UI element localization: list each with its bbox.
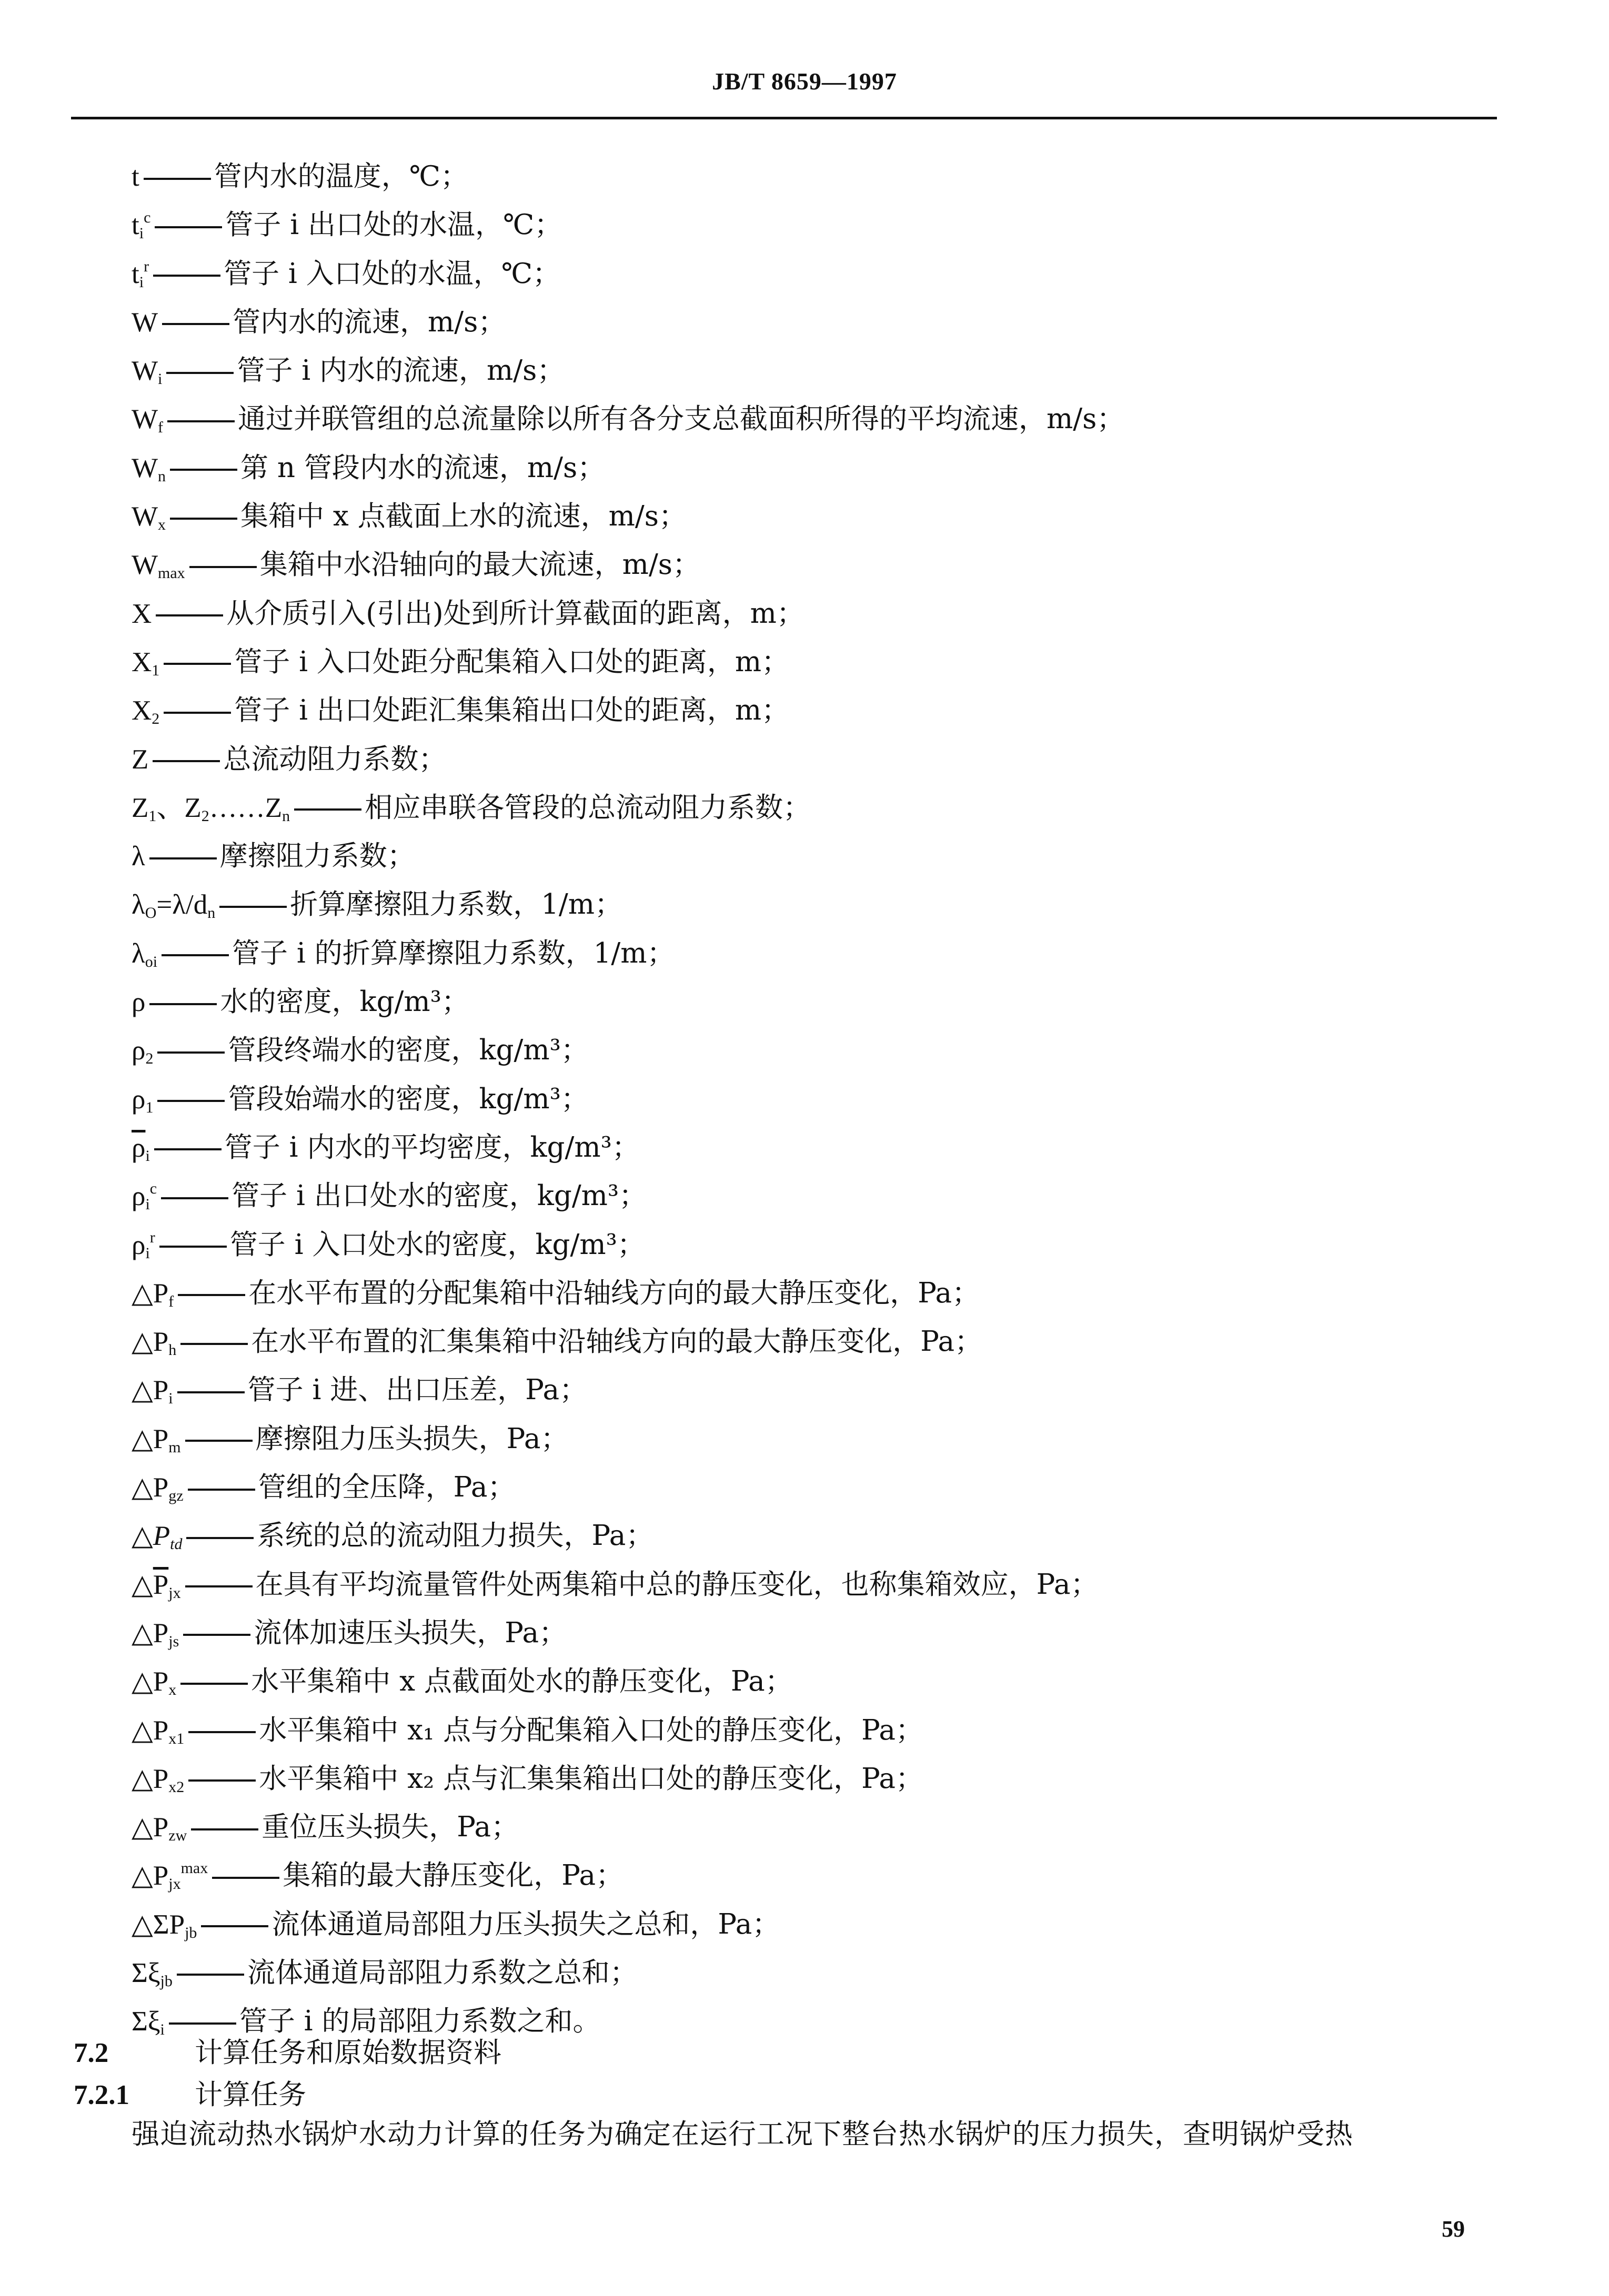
definition-symbol: $\triangle P_{jx}^{max}$ (132, 1859, 208, 1893)
definition-item (132, 686, 1530, 735)
em-dash (294, 808, 361, 811)
definition-symbol: $\rho_i^c$ (132, 1180, 157, 1213)
em-dash (180, 1683, 248, 1685)
section-7-2 (74, 2030, 501, 2070)
em-dash (154, 1148, 222, 1150)
definition-item (132, 1803, 1530, 1852)
definition-item (132, 201, 1530, 249)
em-dash (166, 372, 234, 374)
definition-text: 摩擦阻力压头损失，Pa； (255, 1422, 569, 1455)
definition-symbol: $\overline{\rho}_i$ (132, 1132, 150, 1165)
page-number: 59 (1442, 2216, 1465, 2242)
definition-text: 集箱中水沿轴向的最大流速，m/s； (259, 549, 700, 581)
definition-item (132, 1706, 1530, 1755)
definition-symbol: $W_n$ (132, 452, 166, 485)
definition-item (132, 1366, 1530, 1414)
definition-symbol: $t_i^r$ (132, 257, 149, 291)
definition-item (132, 1026, 1530, 1075)
definition-text: 管子 i 入口处的水温，℃； (224, 257, 561, 290)
definition-item (132, 1561, 1530, 1609)
definition-symbol: $\triangle P_{js}$ (132, 1617, 179, 1650)
em-dash (161, 1197, 228, 1199)
em-dash (162, 954, 229, 956)
definition-text: 摩擦阻力系数； (219, 840, 415, 873)
definition-symbol: $\triangle P_{x2}$ (132, 1763, 185, 1796)
em-dash (191, 1828, 258, 1830)
definition-item (132, 1852, 1530, 1900)
definition-symbol: $\triangle P_{td}$ (132, 1521, 183, 1553)
em-dash (157, 1051, 225, 1054)
definition-item (132, 1755, 1530, 1803)
em-dash (170, 518, 237, 520)
em-dash (185, 1440, 253, 1442)
definition-item (132, 492, 1530, 541)
definition-item (132, 1269, 1530, 1318)
definition-text: 管子 i 的局部阻力系数之和。 (239, 2005, 601, 2038)
definition-text: 管子 i 内水的流速，m/s； (237, 355, 565, 387)
definition-text: 水平集箱中 x₂ 点与汇集集箱出口处的静压变化，Pa； (259, 1762, 923, 1795)
definition-item (132, 638, 1530, 686)
definition-text: 第 n 管段内水的流速，m/s； (240, 451, 606, 484)
definition-item (132, 881, 1530, 929)
em-dash (183, 1634, 250, 1636)
definition-text: 通过并联管组的总流量除以所有各分支总截面积所得的平均流速，m/s； (238, 403, 1125, 436)
em-dash (188, 1779, 256, 1782)
definition-text: 集箱中 x 点截面上水的流速，m/s； (240, 500, 687, 533)
definition-symbol: $\lambda_O=\lambda/d_n$ (132, 889, 216, 922)
definition-symbol: $\triangle P_i$ (132, 1375, 173, 1408)
em-dash (153, 275, 220, 277)
body-paragraph: 强迫流动热水锅炉水动力计算的任务为确定在运行工况下整台热水锅炉的压力损失，查明锅炉受热 (132, 2118, 1353, 2150)
definition-text: 管内水的温度，℃； (214, 160, 469, 193)
definition-item (132, 1172, 1530, 1220)
definition-text: 集箱的最大静压变化，Pa； (283, 1859, 624, 1892)
definition-item (132, 832, 1530, 881)
definition-item (132, 1124, 1530, 1172)
definition-item (132, 1318, 1530, 1366)
definition-symbol: $\triangle P_m$ (132, 1423, 181, 1456)
definition-item (132, 1900, 1530, 1949)
em-dash (177, 1974, 244, 1976)
definition-symbol: $\triangle P_{x1}$ (132, 1715, 185, 1747)
definition-text: 重位压头损失，Pa； (262, 1811, 519, 1844)
em-dash (157, 1100, 225, 1102)
em-dash (219, 906, 287, 908)
definition-text: 管子 i 出口处的水温，℃； (225, 209, 562, 241)
em-dash (170, 469, 237, 471)
definition-text: 管子 i 的折算摩擦阻力系数，1/m； (232, 937, 675, 969)
definition-text: 在具有平均流量管件处两集箱中总的静压变化，也称集箱效应，Pa； (255, 1568, 1099, 1601)
em-dash (177, 1391, 245, 1393)
definition-item (132, 735, 1530, 784)
definition-symbol: $W_x$ (132, 501, 166, 534)
definition-item (132, 250, 1530, 298)
definition-text: 系统的总的流动阻力损失，Pa； (257, 1520, 654, 1552)
section-title: 计算任务 (195, 2079, 306, 2111)
em-dash (169, 2022, 236, 2025)
definition-text: 管子 i 进、出口压差，Pa； (247, 1374, 588, 1407)
em-dash (144, 178, 211, 180)
em-dash (180, 1343, 248, 1345)
definition-text: 管子 i 内水的平均密度，kg/m³； (224, 1131, 640, 1164)
em-dash (178, 1294, 245, 1296)
definition-text: 水平集箱中 x 点截面处水的静压变化，Pa； (251, 1665, 793, 1698)
header-rule (71, 117, 1497, 119)
definition-item (132, 347, 1530, 395)
definition-text: 流体通道局部阻力系数之总和； (247, 1956, 638, 1989)
definition-symbol: $\triangle\Sigma P_{jb}$ (132, 1909, 197, 1941)
definition-item (132, 1512, 1530, 1560)
section-number: 7.2.1 (74, 2080, 129, 2110)
definition-symbol: $\rho_i^r$ (132, 1228, 155, 1262)
definition-symbol: λ (132, 841, 145, 872)
definition-symbol: $W_f$ (132, 404, 164, 437)
definition-item (132, 395, 1530, 443)
definition-text: 折算摩擦阻力系数，1/m； (290, 888, 623, 921)
definition-item (132, 1075, 1530, 1124)
definition-text: 在水平布置的分配集箱中沿轴线方向的最大静压变化，Pa； (248, 1277, 980, 1309)
em-dash (153, 760, 220, 762)
em-dash (189, 566, 257, 568)
em-dash (201, 1925, 268, 1927)
definition-symbol: W (132, 307, 158, 338)
definition-text: 水平集箱中 x₁ 点与分配集箱入口处的静压变化，Pa； (259, 1714, 923, 1746)
definition-symbol: $\triangle\overline{P}_{jx}$ (132, 1569, 181, 1602)
definition-item (132, 978, 1530, 1026)
definition-symbol: $\rho_1$ (132, 1084, 154, 1116)
section-title: 计算任务和原始数据资料 (195, 2037, 501, 2069)
definition-text: 流体通道局部阻力压头损失之总和，Pa； (271, 1908, 780, 1940)
definition-text: 管子 i 出口处水的密度，kg/m³； (232, 1180, 647, 1212)
em-dash (159, 1246, 227, 1248)
definition-item (132, 1657, 1530, 1706)
definition-symbol: $\triangle P_h$ (132, 1327, 177, 1359)
em-dash (162, 323, 229, 325)
definition-text: 在水平布置的汇集集箱中沿轴线方向的最大静压变化，Pa； (251, 1326, 983, 1358)
definition-item (132, 929, 1530, 978)
em-dash (155, 226, 222, 228)
definition-item (132, 1221, 1530, 1269)
definition-symbol: $\triangle P_{gz}$ (132, 1472, 184, 1505)
em-dash (164, 663, 231, 665)
definition-text: 从介质引入(引出)处到所计算截面的距离，m； (226, 597, 804, 630)
definition-item (132, 590, 1530, 638)
definition-text: 水的密度，kg/m³； (220, 986, 469, 1018)
definition-text: 流体加速压头损失，Pa； (254, 1616, 567, 1649)
definition-item (132, 1415, 1530, 1463)
definition-text: 总流动阻力系数； (223, 743, 447, 775)
em-dash (149, 857, 217, 859)
definition-symbol: $W_{max}$ (132, 550, 185, 582)
definition-symbol: $\triangle P_x$ (132, 1666, 177, 1699)
definition-symbol: $t_i^c$ (132, 209, 151, 242)
em-dash (186, 1537, 254, 1539)
em-dash (156, 614, 223, 616)
definition-item (132, 153, 1530, 201)
definition-text: 管内水的流速，m/s； (233, 306, 506, 338)
definition-item (132, 298, 1530, 347)
definition-symbol: $\rho_2$ (132, 1035, 154, 1068)
definition-symbol: $W_i$ (132, 356, 163, 388)
definition-symbol: $X_2$ (132, 695, 160, 728)
definition-text: 管组的全压降，Pa； (258, 1471, 516, 1504)
definition-text: 管段终端水的密度，kg/m³； (228, 1034, 589, 1067)
definition-text: 管段始端水的密度，kg/m³； (228, 1083, 589, 1115)
em-dash (149, 1003, 217, 1005)
definition-symbol: Z (132, 744, 149, 775)
definition-item (132, 541, 1530, 589)
em-dash (185, 1585, 253, 1587)
definition-text: 管子 i 入口处距分配集箱入口处的距离，m； (234, 645, 790, 678)
definition-symbol: t (132, 161, 139, 192)
definition-symbol: $\lambda_{oi}$ (132, 938, 158, 970)
definition-text: 管子 i 出口处距汇集集箱出口处的距离，m； (234, 694, 790, 727)
em-dash (188, 1489, 255, 1491)
definition-symbol: $\Sigma\xi_i$ (132, 2006, 165, 2039)
definition-symbol: ρ (132, 987, 146, 1018)
definition-symbol: $\Sigma\xi_{jb}$ (132, 1957, 173, 1990)
definition-symbol: $Z_1$、$Z_2\dots\dots Z_n$ (132, 792, 290, 825)
definition-symbol: $\triangle P_f$ (132, 1278, 174, 1310)
definition-item (132, 1609, 1530, 1657)
definition-symbol: X (132, 598, 152, 629)
symbol-definitions-list (132, 153, 1530, 2046)
definition-item (132, 444, 1530, 492)
definition-text: 管子 i 入口处水的密度，kg/m³； (229, 1228, 645, 1261)
definition-text: 相应串联各管段的总流动阻力系数； (365, 791, 811, 824)
em-dash (167, 420, 235, 422)
definition-symbol: $\triangle P_{zw}$ (132, 1812, 187, 1845)
section-7-2-1 (74, 2072, 306, 2112)
definition-item (132, 1463, 1530, 1512)
em-dash (212, 1877, 279, 1879)
section-number: 7.2 (74, 2038, 109, 2068)
document-header: JB/T 8659—1997 (712, 68, 897, 95)
definition-symbol: $X_1$ (132, 646, 160, 679)
em-dash (188, 1731, 256, 1733)
definition-item (132, 1949, 1530, 1997)
definition-item (132, 784, 1530, 832)
em-dash (164, 712, 231, 714)
